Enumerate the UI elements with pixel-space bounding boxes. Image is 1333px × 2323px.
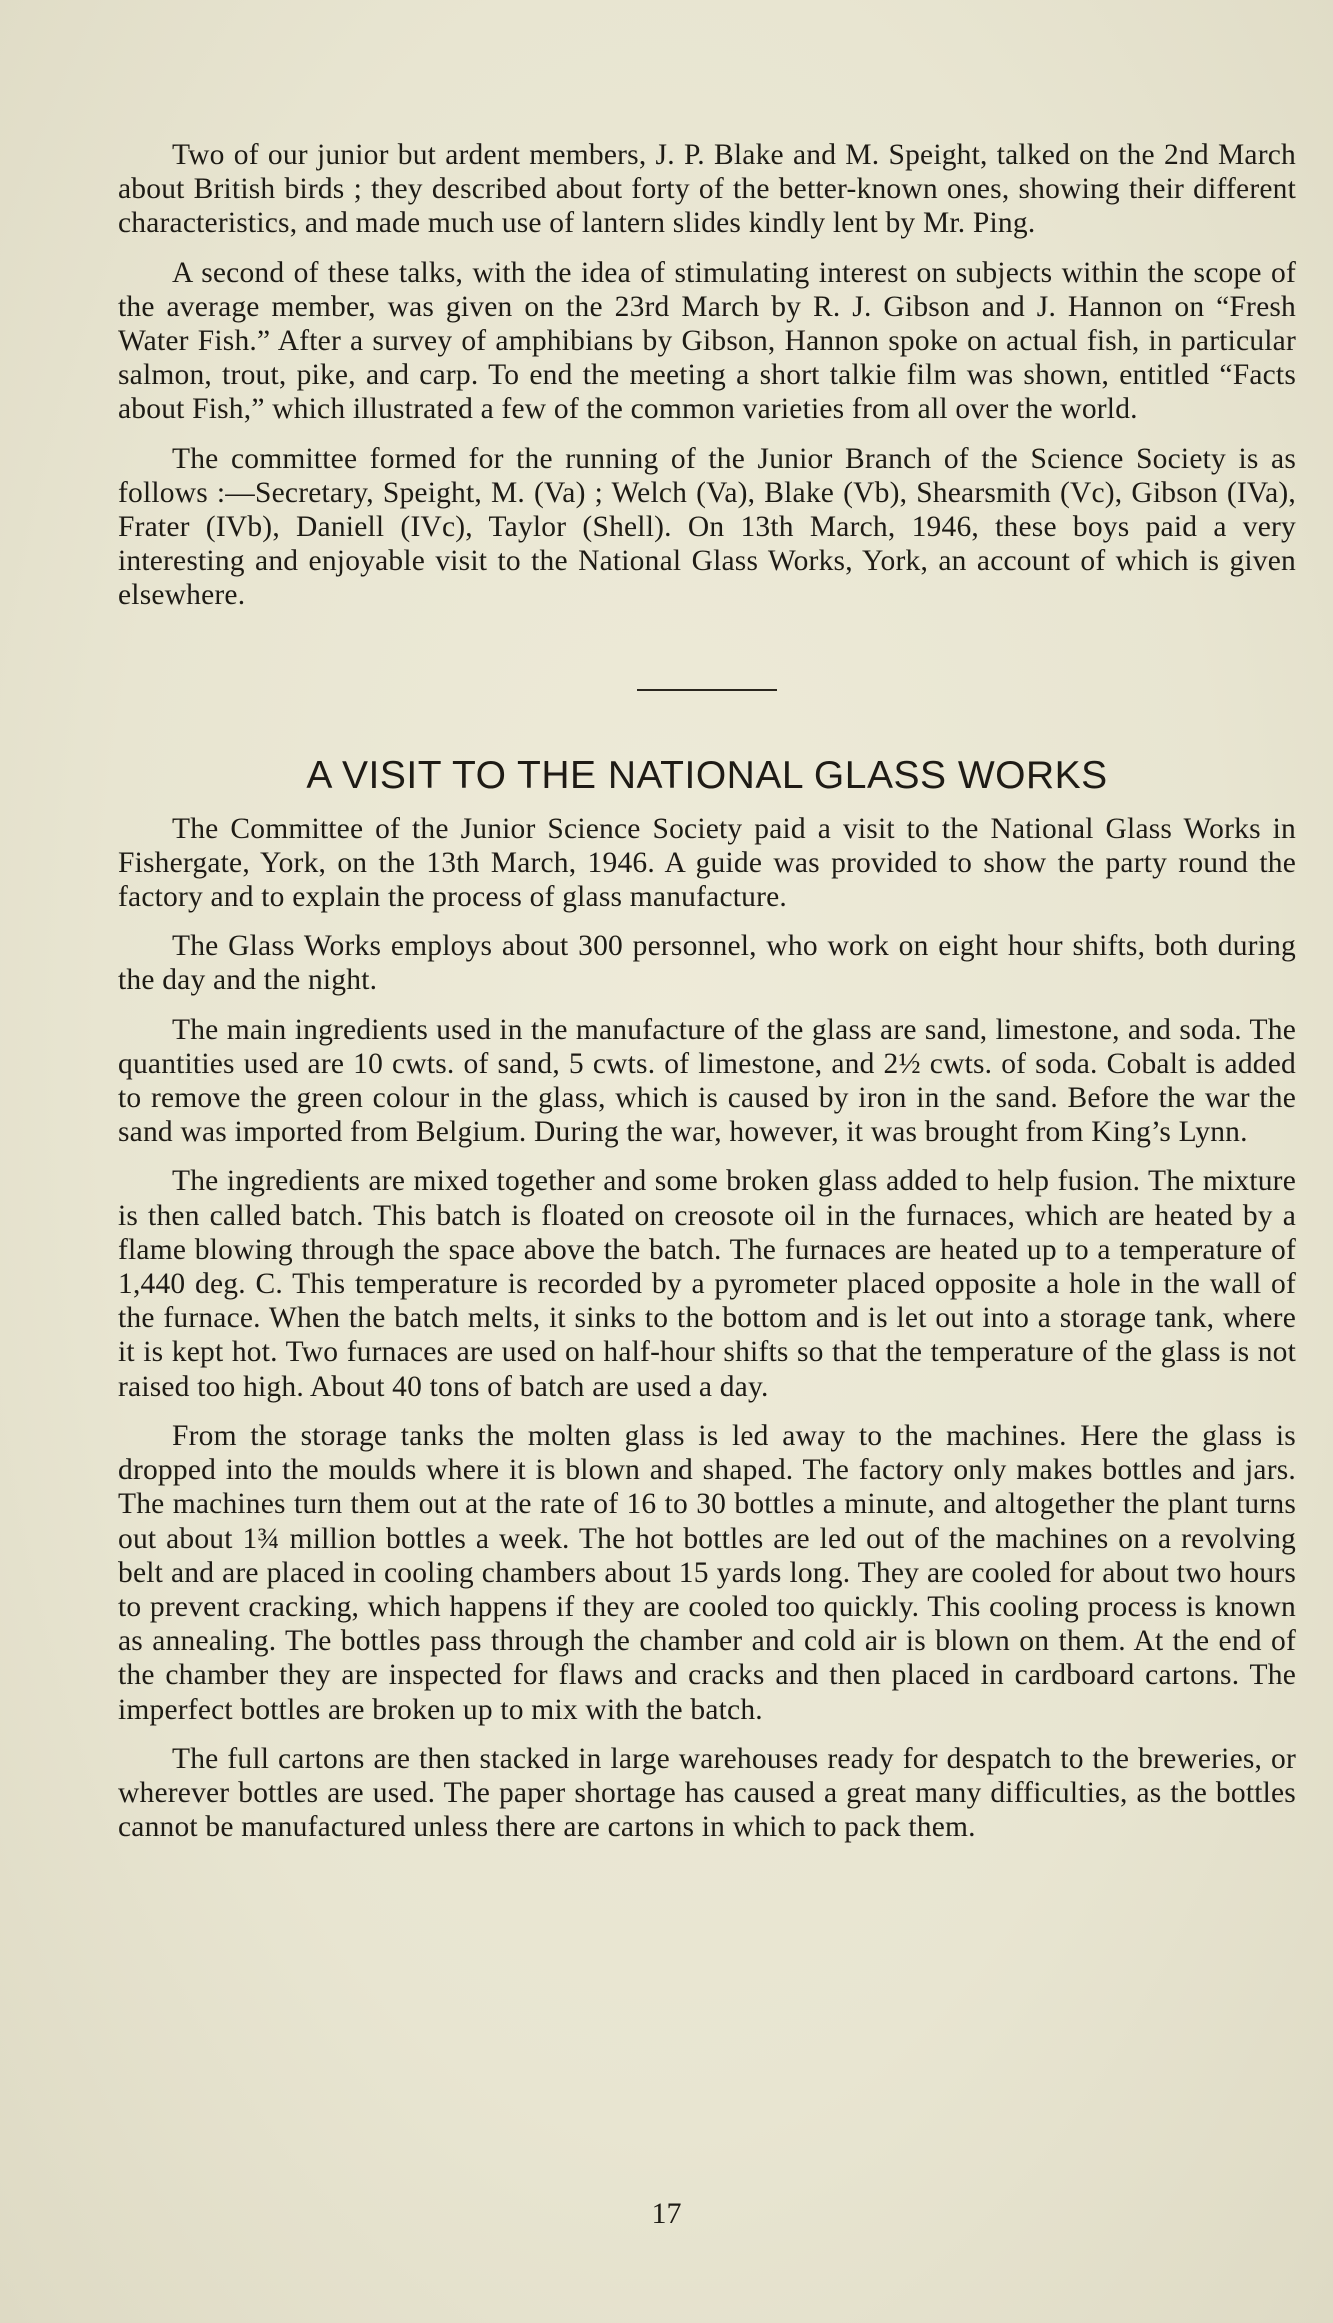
article-paragraph-furnaces: The ingredients are mixed together and some broken glass added to help fusion. The mixture is then called batch. This batch is floated on creosote oil in the furnaces, which are heated by a flame blowing through the space above the batch. The furnaces are heated up to a temperature of 1,440 deg. C. This temperature is recorded by a pyrometer placed opposite a hole in the wall of the furnace. When the batch melts, it sinks to the bottom and is let out into a storage tank, where it is kept hot. Two furnaces are used on half-hour shifts so that the temperature of the glass is not raised too high. About 40 tons of batch are used a day. [118,1165,1296,1403]
article-paragraph-personnel: The Glass Works employs about 300 personnel, who work on eight hour shifts, both during the day and the night. [118,930,1296,997]
article-paragraph-cartons: The full cartons are then stacked in large warehouses ready for despatch to the breweries, or wherever bottles are used. The paper shortage has caused a great many difficulties, as the bottles cannot be manufactured unless there are cartons in which to pack them. [118,1742,1296,1844]
section-divider [637,689,777,691]
article-paragraph-visit: The Committee of the Junior Science Society paid a visit to the National Glass Works in Fishergate, York, on the 13th March, 1946. A guide was provided to show the party round the factory and to explain the process of glass manufacture. [118,812,1296,914]
article-paragraph-ingredients: The main ingredients used in the manufacture of the glass are sand, limestone, and soda. The quantities used are 10 cwts. of sand, 5 cwts. of limestone, and 2½ cwts. of soda. Cobalt is added to remove the green colour in the glass, which is caused by iron in the sand. Before the war the sand was imported from Belgium. During the war, however, it was brought from King’s Lynn. [118,1013,1296,1149]
article-heading: A VISIT TO THE NATIONAL GLASS WORKS [306,753,1108,797]
intro-paragraph-fish-talk: A second of these talks, with the idea of stimulating interest on subjects within the scope of the average member, was given on the 23rd March by R. J. Gibson and J. Hannon on “Fresh Water Fish.” After a survey of amphibians by Gibson, Hannon spoke on actual fish, in particular salmon, trout, pike, and carp. To end the meeting a short talkie film was shown, entitled “Facts about Fish,” which illustrated a few of the common varieties from all over the world. [118,256,1296,426]
intro-paragraph-birds-talk: Two of our junior but ardent members, J. P. Blake and M. Speight, talked on the 2nd March about British birds ; they described about forty of the better-known ones, showing their different characteristics, and made much use of lantern slides kindly lent by Mr. Ping. [118,139,1296,240]
page-number: 17 [651,2197,682,2230]
intro-paragraph-committee: The committee formed for the running of the Junior Branch of the Science Society is as follows :—Secretary, Speight, M. (Va) ; Welch (Va), Blake (Vb), Shearsmith (Vc), Gibson (IVa), Frater (IVb), Daniell (IVc), Taylor (Shell). On 13th March, 1946, these boys paid a very interesting and enjoyable visit to the National Glass Works, York, an account of which is given elsewhere. [118,442,1296,612]
text-column [118,138,1296,1859]
article-paragraph-machines: From the storage tanks the molten glass is led away to the machines. Here the glass is dropped into the moulds where it is blown and shaped. The factory only makes bottles and jars. The machines turn them out at the rate of 16 to 30 bottles a minute, and altogether the plant turns out about 1¾ million bottles a week. The hot bottles are led out of the machines on a revolving belt and are placed in cooling chambers about 15 yards long. They are cooled for about two hours to prevent cracking, which happens if they are cooled too quickly. This cooling process is known as annealing. The bottles pass through the chamber and cold air is blown on them. At the end of the chamber they are inspected for flaws and cracks and then placed in cardboard cartons. The imperfect bottles are broken up to mix with the batch. [118,1419,1296,1726]
